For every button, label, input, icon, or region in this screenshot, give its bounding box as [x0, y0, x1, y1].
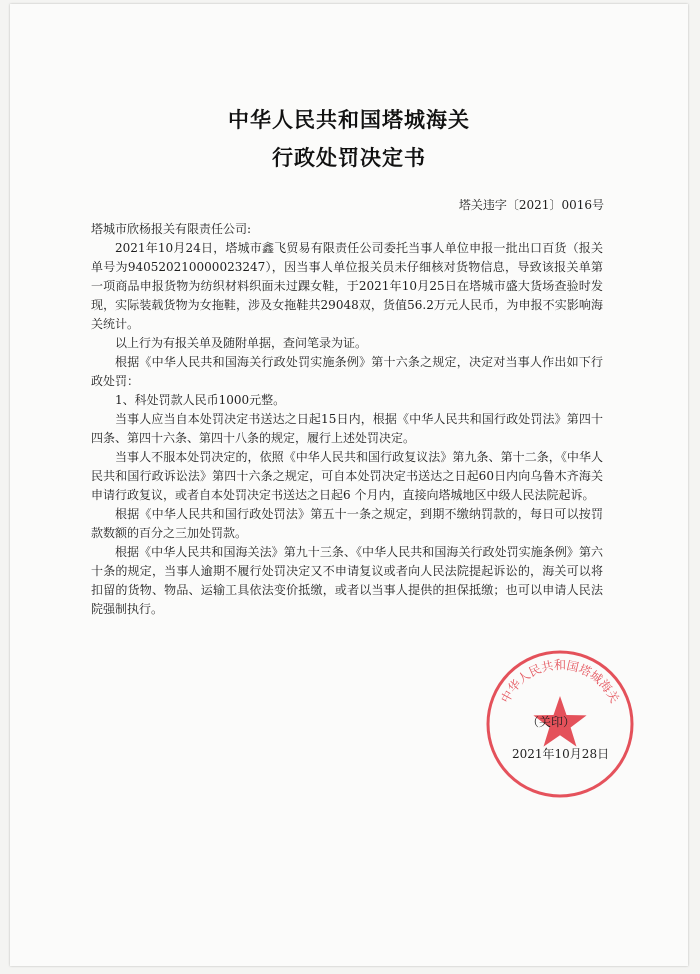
- document-date: 2021年10月28日: [512, 747, 610, 761]
- seal-label: （关印）: [527, 715, 576, 729]
- paragraph-enforcement: 根据《中华人民共和国海关法》第九十三条、《中华人民共和国海关行政处罚实施条例》第六十条的规定，当事人逾期不履行处罚决定又不申请复议或者向人民法院提起诉讼的，海关可以将扣留的货物、物品、运输工具依法变价抵缴，或者以当事人提供的担保抵缴；也可以申请人民法院强制执行。: [91, 545, 603, 616]
- document-title-line1: 中华人民共和国塔城海关: [228, 108, 470, 132]
- paragraph-evidence: 以上行为有报关单及随附单据，查问笔录为证。: [115, 336, 368, 350]
- paragraph-appeal-rights: 当事人不服本处罚决定的，依照《中华人民共和国行政复议法》第九条、第十二条，《中华人民共和国行政诉讼法》第四十六条之规定，可自本处罚决定书送达之日起60日内向乌鲁木齐海关申请行政复议，或者自本处罚决定书送达之日起6 个月内，直接向塔城地区中级人民法院起诉。: [91, 450, 603, 502]
- document-page: [10, 4, 688, 966]
- paragraph-facts: 2021年10月24日，塔城市鑫飞贸易有限责任公司委托当事人单位申报一批出口百货（报关单号为940520210000023247），因当事人单位报关员未仔细核对货物信息，导致该报关单第一项商品申报货物为纺织材料织面未过踝女鞋，于2021年10月25日在塔城市盛大货场查验时发现，实际装载货物为女拖鞋，涉及女拖鞋共29048双，货值56.2万元人民币，为申报不实影响海关统计。: [91, 241, 603, 331]
- seal-text: 中华人民共和国塔城海关: [498, 658, 622, 706]
- document-number: 塔关违字〔2021〕0016号: [458, 198, 604, 212]
- document-title-line2: 行政处罚决定书: [272, 146, 426, 170]
- paragraph-penalty: 1、科处罚款人民币1000元整。: [115, 393, 286, 407]
- paragraph-late-fee: 根据《中华人民共和国行政处罚法》第五十一条之规定，到期不缴纳罚款的，每日可以按罚款数额的百分之三加处罚款。: [91, 507, 603, 540]
- document-body: [91, 220, 603, 619]
- paragraph-legal-basis: 根据《中华人民共和国海关行政处罚实施条例》第十六条之规定，决定对当事人作出如下行政处罚：: [91, 355, 603, 388]
- addressee: 塔城市欣杨报关有限责任公司:: [91, 222, 252, 236]
- paragraph-payment-deadline: 当事人应当自本处罚决定书送达之日起15日内，根据《中华人民共和国行政处罚法》第四十四条、第四十六条、第四十八条的规定，履行上述处罚决定。: [91, 412, 603, 445]
